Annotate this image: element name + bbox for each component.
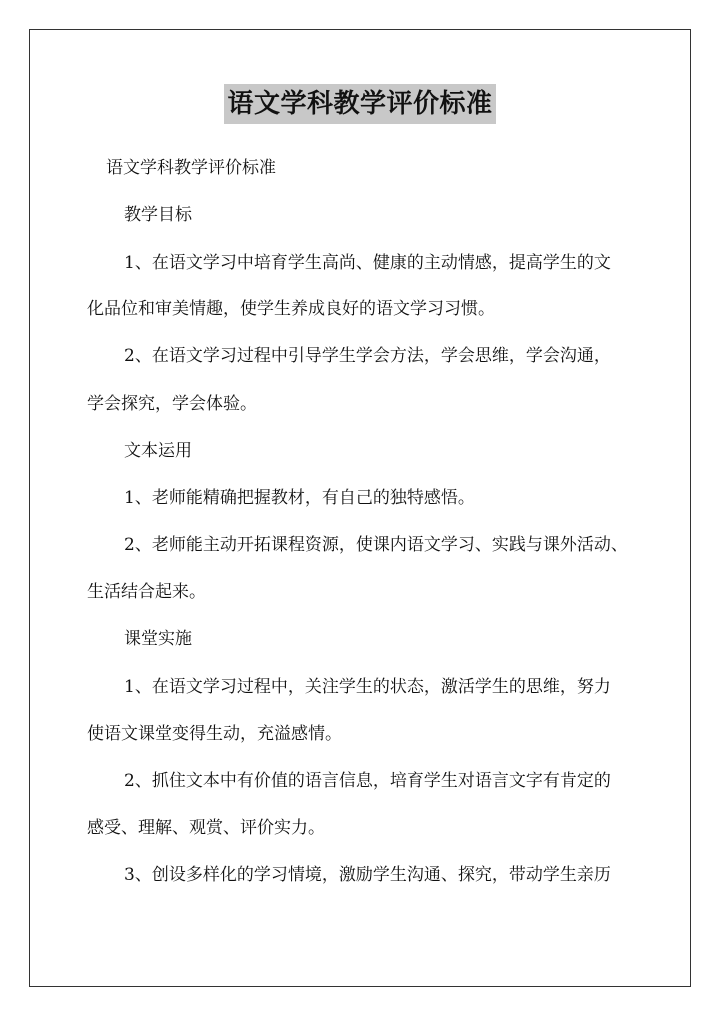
paragraph-line: 使语文课堂变得生动，充溢感情。 bbox=[87, 724, 342, 744]
subtitle-line: 语文学科教学评价标准 bbox=[106, 158, 276, 178]
paragraph-line: 2、在语文学习过程中引导学生学会方法，学会思维，学会沟通， bbox=[124, 346, 611, 366]
paragraph-line: 学会探究，学会体验。 bbox=[87, 394, 257, 414]
paragraph-line: 化品位和审美情趣，使学生养成良好的语文学习习惯。 bbox=[87, 299, 495, 319]
document-title: 语文学科教学评价标准 bbox=[224, 84, 495, 124]
paragraph-line: 3、创设多样化的学习情境，激励学生沟通、探究，带动学生亲历 bbox=[124, 865, 611, 885]
paragraph-line: 生活结合起来。 bbox=[87, 582, 206, 602]
section-heading-text-use: 文本运用 bbox=[124, 441, 192, 461]
title-container bbox=[0, 84, 720, 124]
paragraph-line: 2、老师能主动开拓课程资源，使课内语文学习、实践与课外活动、 bbox=[124, 535, 628, 555]
paragraph-line: 1、在语文学习中培育学生高尚、健康的主动情感，提高学生的文 bbox=[124, 253, 611, 273]
section-heading-teaching-goals: 教学目标 bbox=[124, 205, 192, 225]
paragraph-line: 1、老师能精确把握教材，有自己的独特感悟。 bbox=[124, 488, 475, 508]
paragraph-line: 感受、理解、观赏、评价实力。 bbox=[87, 818, 325, 838]
section-heading-classroom: 课堂实施 bbox=[124, 629, 192, 649]
paragraph-line: 2、抓住文本中有价值的语言信息，培育学生对语言文字有肯定的 bbox=[124, 771, 611, 791]
paragraph-line: 1、在语文学习过程中，关注学生的状态，激活学生的思维，努力 bbox=[124, 677, 611, 697]
